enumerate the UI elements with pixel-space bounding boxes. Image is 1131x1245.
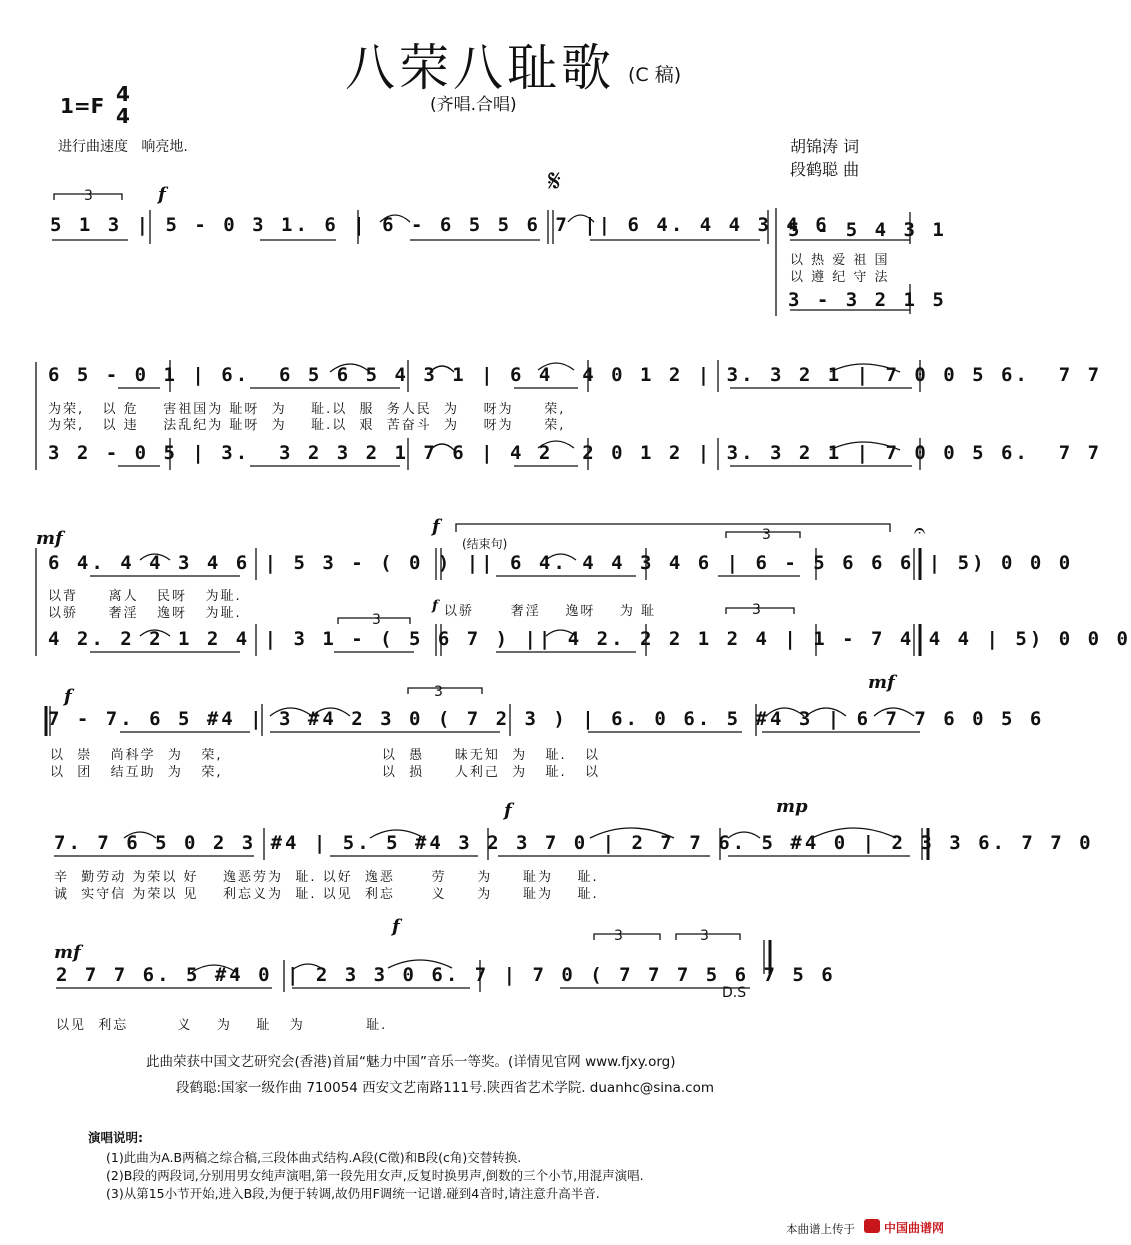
row3-upper-notes: 6 4. 4 4 3 4 6 | 5 3 - ( 0 ) || 6 4. 4 4 3 4 6 | 6 - 5 6 6 6 | 5) 0 0 0	[48, 552, 1074, 574]
slur	[538, 441, 574, 448]
row1-lyric-2: 以 遵 纪 守 法	[790, 270, 890, 285]
dynamic-mf: mf	[868, 672, 895, 693]
triplet-bracket	[594, 934, 660, 940]
time-numerator: 4	[116, 82, 130, 106]
subtitle: (齐唱.合唱)	[430, 95, 517, 115]
dynamic-forte: f	[432, 598, 439, 614]
dynamic-forte: f	[392, 916, 400, 937]
performance-note-2: (2)B段的两段词,分别用男女纯声演唱,第一段先用女声,反复时换男声,倒数的三个小节,用混声演唱.	[106, 1168, 644, 1183]
slur	[270, 708, 312, 716]
slur	[140, 554, 170, 560]
end-phrase-label: (结束句)	[462, 537, 508, 551]
triplet-number: 3	[434, 684, 443, 700]
triplet-bracket	[676, 934, 740, 940]
triplet-bracket	[726, 532, 800, 538]
row3-lyric-3: 以骄 奢淫 逸呀 为 耻	[444, 604, 656, 619]
dynamic-forte: f	[504, 800, 512, 821]
dynamic-forte: f	[64, 686, 72, 707]
slur	[568, 215, 594, 222]
time-denominator: 4	[116, 104, 130, 128]
slur	[192, 965, 236, 972]
contact-info: 段鹤聪:国家一级作曲 710054 西安文艺南路111号.陕西省艺术学院. duanhc@sina.com	[176, 1080, 714, 1096]
triplet-bracket	[726, 608, 794, 614]
triplet-number: 3	[762, 527, 771, 543]
row3-lower-notes: 4 2. 2 2 1 2 4 | 3 1 - ( 5 6 7 ) || 4 2. 2 2 1 2 4 | 1 - 7 4 4 4 | 5) 0 0 0	[48, 628, 1131, 650]
fermata-icon: 𝄐	[914, 518, 926, 542]
dynamic-mf: mf	[36, 528, 63, 549]
slur	[380, 215, 410, 222]
row2-upper-notes: 6 5 - 0 1 | 6. 6 5 6 5 4 3 1 | 6 4 4 0 1 2 | 3. 3 2 1 | 7 0 0 5 6. 7 7	[48, 364, 1103, 386]
slur	[830, 442, 900, 450]
triplet-number: 3	[372, 612, 381, 628]
performance-note-1: (1)此曲为A.B两稿之综合稿,三段体曲式结构.A段(C徵)和B段(c角)交替转换.	[106, 1150, 522, 1165]
row5-lyric-1: 辛 勤劳动 为荣以 好 逸恶劳为 耻. 以好 逸恶 劳 为 耻为 耻.	[54, 870, 599, 885]
slur	[812, 828, 896, 838]
row1-lower-notes: 3 - 3 2 1 5	[788, 289, 947, 311]
dynamic-mf: mf	[54, 942, 81, 963]
row5-notes: 7. 7 6 5 0 2 3 #4 | 5. 5 #4 3 2 3 7 0 | 2 7 7 6. 5 #4 0 | 2 3 3 6. 7 7 0	[54, 832, 1094, 854]
dynamic-forte: f	[432, 516, 440, 537]
key-signature: 1=F	[60, 94, 105, 118]
row3-lyric-2: 以骄 奢淫 逸呀 为耻.	[48, 606, 242, 621]
slur	[388, 960, 452, 968]
site-logo-text[interactable]: 中国曲谱网	[884, 1221, 945, 1235]
song-title: 八荣八耻歌	[345, 39, 615, 97]
row4-lyric-1: 以 崇 尚科学 为 荣, 以 愚 昧无知 为 耻. 以	[50, 748, 601, 763]
version-label: (C 稿)	[628, 64, 682, 86]
slur	[546, 554, 576, 560]
slur	[766, 708, 804, 716]
dynamic-forte: f	[158, 184, 166, 205]
row1-notes: 5 1 3 | 5 - 0 3 1. 6 | 6 - 6 5 5 6 7 || 6 4. 4 4 3 4 6	[50, 214, 830, 236]
triplet-number: 3	[84, 188, 93, 204]
triplet-number: 3	[614, 928, 623, 944]
tempo-marking: 进行曲速度 响亮地.	[58, 139, 188, 155]
composer: 段鹤聪 曲	[790, 160, 860, 179]
row2-lyric-2: 为荣, 以 违 法乱纪为 耻呀 为 耻.以 艰 苦奋斗 为 呀为 荣,	[48, 418, 566, 433]
row1-upper-notes: 5 - 5 4 3 1	[788, 219, 947, 241]
triplet-bracket	[338, 618, 410, 624]
row4-lyric-2: 以 团 结互助 为 荣, 以 损 人利己 为 耻. 以	[50, 765, 601, 780]
slur	[330, 364, 370, 372]
row6-lyric: 以见 利忘 义 为 耻 为 耻.	[56, 1018, 388, 1033]
slur	[590, 828, 674, 838]
slur	[124, 832, 156, 838]
ds-marking: D.S	[722, 985, 747, 1001]
row2-lyric-1: 为荣, 以 危 害祖国为 耻呀 为 耻.以 服 务人民 为 呀为 荣,	[48, 402, 566, 417]
ending-bracket	[456, 524, 890, 532]
triplet-bracket	[54, 194, 122, 200]
row2-lower-notes: 3 2 - 0 5 | 3. 3 2 3 2 1 7 6 | 4 2 2 0 1 2 | 3. 3 2 1 | 7 0 0 5 6. 7 7	[48, 442, 1103, 464]
award-note: 此曲荣获中国文艺研究会(香港)首届“魅力中国”音乐一等奖。(详情见官网 www.fjxy.org)	[146, 1054, 676, 1070]
slur	[430, 444, 454, 450]
slur	[312, 708, 350, 716]
slur	[370, 830, 424, 838]
slur	[140, 630, 170, 636]
triplet-number: 3	[700, 928, 709, 944]
slur	[538, 363, 574, 370]
notes-title: 演唱说明:	[88, 1130, 143, 1145]
segno-icon: 𝄋	[548, 164, 561, 199]
slur	[728, 832, 760, 838]
row5-lyric-2: 诚 实守信 为荣以 见 利忘义为 耻. 以见 利忘 义 为 耻为 耻.	[54, 887, 599, 902]
row1-lyric-1: 以 热 爱 祖 国	[790, 253, 890, 268]
row6-notes: 2 7 7 6. 5 #4 0 | 2 3 3 0 6. 7 | 7 0 ( 7 7 7 5 6 7 5 6	[56, 964, 836, 986]
row4-notes: 7 - 7. 6 5 #4 | 3 #4 2 3 0 ( 7 2 3 ) | 6. 0 6. 5 #4 3 | 6 7 7 6 0 5 6	[48, 708, 1045, 730]
lyricist: 胡锦涛 词	[790, 137, 860, 156]
dynamic-mp: mp	[776, 796, 808, 817]
slur	[430, 366, 454, 372]
slur	[806, 708, 846, 716]
slur	[830, 364, 900, 372]
upload-note: 本曲谱上传于	[786, 1222, 855, 1236]
triplet-bracket	[408, 688, 482, 694]
slur	[546, 630, 576, 636]
row3-lyric-1: 以背 离人 民呀 为耻.	[48, 589, 242, 604]
slur	[292, 964, 324, 970]
slur	[874, 708, 914, 716]
triplet-number: 3	[752, 602, 761, 618]
performance-note-3: (3)从第15小节开始,进入B段,为便于转调,故仍用F调统一记谱.碰到4音时,请注意升高半音.	[106, 1186, 600, 1201]
